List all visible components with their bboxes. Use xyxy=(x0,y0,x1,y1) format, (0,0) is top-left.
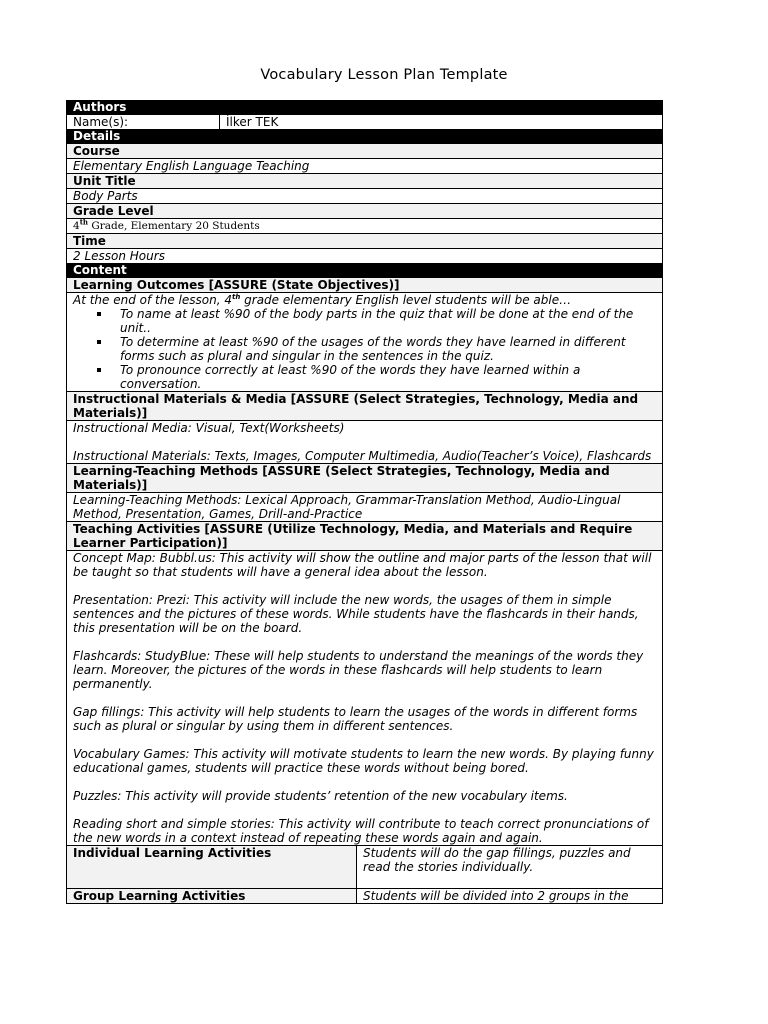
methods-heading-row xyxy=(67,464,663,493)
materials-row xyxy=(67,421,663,464)
group-row xyxy=(67,889,663,904)
activity-paragraph: Concept Map: Bubbl.us: This activity will show the outline and major parts of the lesson that will be taught so that students will have a general idea about the lesson. xyxy=(73,551,652,579)
authors-heading: Authors xyxy=(67,101,663,115)
grade-label-row xyxy=(67,204,663,219)
unit-label: Unit Title xyxy=(67,174,663,189)
individual-label: Individual Learning Activities xyxy=(67,846,357,889)
content-section-row xyxy=(67,264,663,278)
outcomes-heading-row xyxy=(67,278,663,293)
materials-heading: Instructional Materials & Media [ASSURE (Select Strategies, Technology, Media and Materials)] xyxy=(67,392,663,421)
time-label-row xyxy=(67,234,663,249)
outcomes-list xyxy=(73,307,656,391)
grade-suffix: th xyxy=(79,217,89,227)
grade-number: 4 xyxy=(73,220,80,232)
group-value: Students will be divided into 2 groups in the xyxy=(357,889,663,904)
materials-cell xyxy=(67,421,663,464)
activities-row xyxy=(67,551,663,846)
time-value-row xyxy=(67,249,663,264)
outcome-item: To pronounce correctly at least %90 of the words they have learned within a conversation. xyxy=(113,363,656,391)
grade-value xyxy=(67,219,663,234)
activity-paragraph: Presentation: Prezi: This activity will include the new words, the usages of them in simple sentences and the pictures of these words. While students have the flashcards in their hands, this presentation will be on the board. xyxy=(73,593,639,635)
authors-section-row xyxy=(67,101,663,115)
activity-paragraph: Vocabulary Games: This activity will motivate students to learn the new words. By playing funny educational games, students will practice these words without being bored. xyxy=(73,747,654,775)
unit-label-row xyxy=(67,174,663,189)
outcomes-intro-start: At the end of the lesson, 4 xyxy=(73,293,232,307)
outcomes-intro xyxy=(73,293,656,307)
media-text: Instructional Media: Visual, Text(Worksheets) xyxy=(73,421,345,435)
group-label: Group Learning Activities xyxy=(67,889,357,904)
outcome-item: To name at least %90 of the body parts in the quiz that will be done at the end of the unit.. xyxy=(113,307,656,335)
methods-heading: Learning-Teaching Methods [ASSURE (Select Strategies, Technology, Media and Materials)] xyxy=(67,464,663,493)
materials-text: Instructional Materials: Texts, Images, Computer Multimedia, Audio(Teacher’s Voice), Flashcards xyxy=(73,449,652,463)
materials-heading-row xyxy=(67,392,663,421)
activities-heading: Teaching Activities [ASSURE (Utilize Technology, Media, and Materials and Require Learner Participation)] xyxy=(67,522,663,551)
course-value-row xyxy=(67,159,663,174)
course-label-row xyxy=(67,144,663,159)
outcomes-intro-sup: th xyxy=(231,293,241,301)
names-label: Name(s): xyxy=(67,115,220,130)
activity-paragraph: Flashcards: StudyBlue: These will help students to understand the meanings of the words they learn. Moreover, the pictures of the words in these flashcards will help students to learn permanently. xyxy=(73,649,644,691)
content-heading: Content xyxy=(67,264,663,278)
course-label: Course xyxy=(67,144,663,159)
methods-row xyxy=(67,493,663,522)
unit-value: Body Parts xyxy=(67,189,663,204)
outcomes-heading: Learning Outcomes [ASSURE (State Objectives)] xyxy=(67,278,663,293)
individual-value: Students will do the gap fillings, puzzles and read the stories individually. xyxy=(357,846,663,889)
details-heading: Details xyxy=(67,130,663,144)
details-section-row xyxy=(67,130,663,144)
activities-cell xyxy=(67,551,663,846)
course-value: Elementary English Language Teaching xyxy=(67,159,663,174)
activity-paragraph: Reading short and simple stories: This activity will contribute to teach correct pronunciations of the new words in a context instead of repeating these words again and again. xyxy=(73,817,649,845)
time-value: 2 Lesson Hours xyxy=(67,249,663,264)
time-label: Time xyxy=(67,234,663,249)
grade-description: Grade, Elementary 20 Students xyxy=(88,220,260,232)
names-row xyxy=(67,115,663,130)
outcomes-cell xyxy=(67,293,663,392)
outcomes-row xyxy=(67,293,663,392)
methods-text: Learning-Teaching Methods: Lexical Approach, Grammar-Translation Method, Audio-Lingual Method, Presentation, Games, Drill-and-Practice xyxy=(67,493,663,522)
grade-value-row xyxy=(67,219,663,234)
activity-paragraph: Puzzles: This activity will provide students’ retention of the new vocabulary items. xyxy=(73,789,568,803)
grade-label: Grade Level xyxy=(67,204,663,219)
unit-value-row xyxy=(67,189,663,204)
document-title: Vocabulary Lesson Plan Template xyxy=(260,67,508,83)
activities-heading-row xyxy=(67,522,663,551)
individual-row xyxy=(67,846,663,889)
activity-paragraph: Gap fillings: This activity will help students to learn the usages of the words in different forms such as plural or singular by using them in different sentences. xyxy=(73,705,638,733)
outcome-item: To determine at least %90 of the usages of the words they have learned in different forms such as plural and singular in the sentences in the quiz. xyxy=(113,335,656,363)
lesson-plan-table xyxy=(66,100,663,904)
names-value: İlker TEK xyxy=(220,115,663,130)
outcomes-intro-end: grade elementary English level students will be able… xyxy=(240,293,572,307)
